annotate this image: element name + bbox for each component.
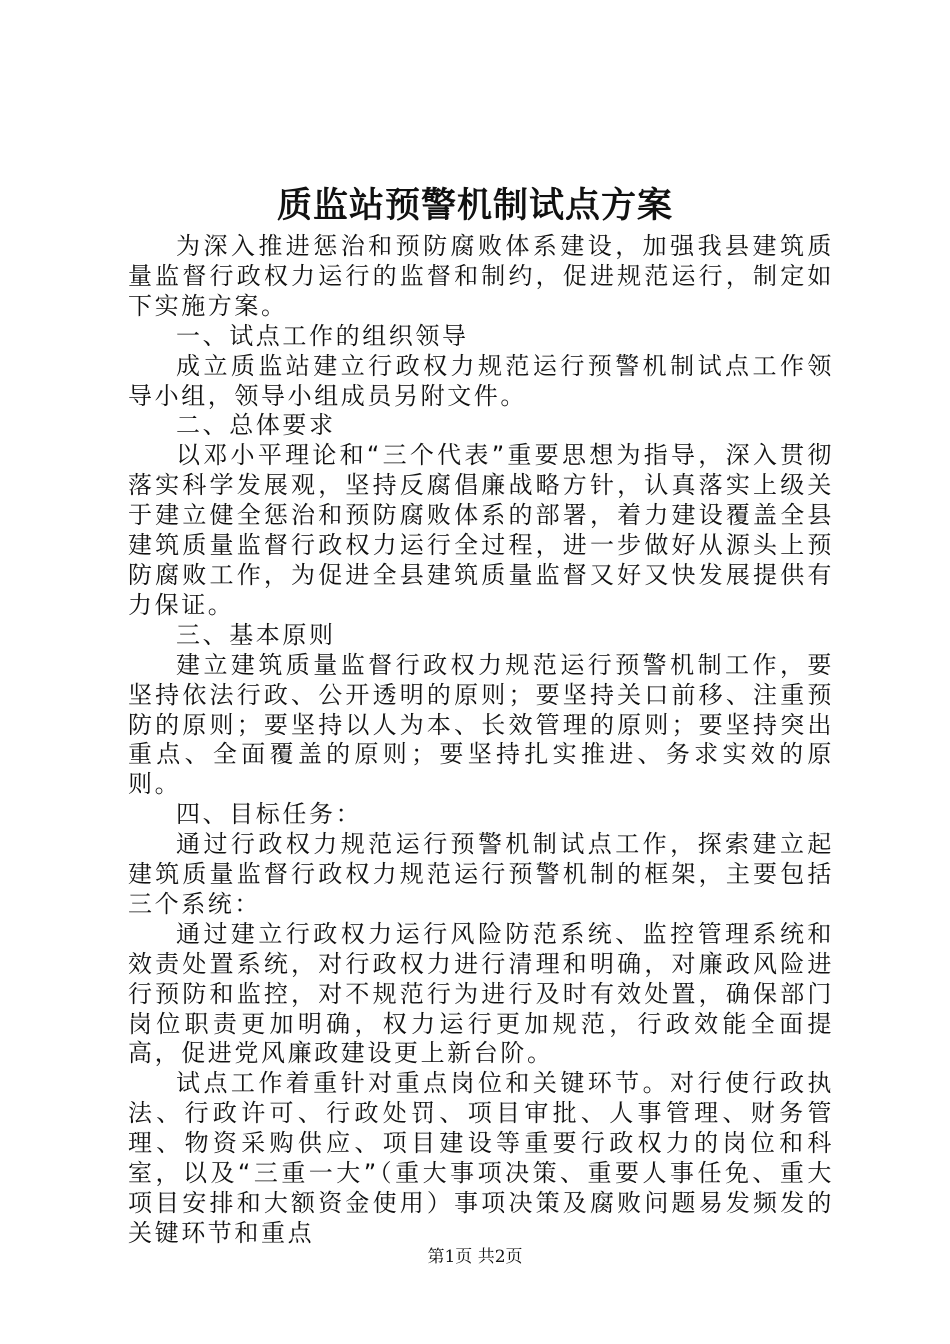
heading-section-3: 三、基本原则 bbox=[176, 620, 336, 649]
heading-section-4: 四、目标任务： bbox=[176, 800, 363, 829]
heading-section-1: 一、试点工作的组织领导 bbox=[176, 321, 469, 350]
heading-section-2: 二、总体要求 bbox=[176, 411, 336, 440]
paragraph-section-4b: 通过建立行政权力运行风险防范系统、监控管理系统和效责处置系统，对行政权力进行清理和明确，对廉政风险进行预防和监控，对不规范行为进行及时有效处置，确保部门岗位职责更加明确，权力运行更加规范，行政效能全面提高，促进党风廉政建设更上新台阶。 bbox=[128, 919, 834, 1068]
paragraph-section-4a: 通过行政权力规范运行预警机制试点工作，探索建立起建筑质量监督行政权力规范运行预警机制的框架，主要包括三个系统： bbox=[128, 830, 834, 918]
paragraph-section-1: 成立质监站建立行政权力规范运行预警机制试点工作领导小组，领导小组成员另附文件。 bbox=[128, 351, 834, 410]
page-footer: 第1页 共2页 bbox=[427, 1247, 523, 1267]
paragraph-section-4c: 试点工作着重针对重点岗位和关键环节。对行使行政执法、行政许可、行政处罚、项目审批、人事管理、财务管理、物资采购供应、项目建设等重要行政权力的岗位和科室，以及“三重一大”（重大事项决策、重要人事任免、重大项目安排和大额资金使用）事项决策及腐败问题易发频发的关键环节和重点 bbox=[128, 1069, 834, 1247]
paragraph-section-2: 以邓小平理论和“三个代表”重要思想为指导，深入贯彻落实科学发展观，坚持反腐倡廉战略方针，认真落实上级关于建立健全惩治和预防腐败体系的部署，着力建设覆盖全县建筑质量监督行政权力运行全过程，进一步做好从源头上预防腐败工作，为促进全县建筑质量监督又好又快发展提供有力保证。 bbox=[128, 441, 834, 619]
document-title: 质监站预警机制试点方案 bbox=[276, 185, 673, 226]
paragraph-intro: 为深入推进惩治和预防腐败体系建设，加强我县建筑质量监督行政权力运行的监督和制约，促进规范运行，制定如下实施方案。 bbox=[128, 232, 834, 320]
paragraph-section-3: 建立建筑质量监督行政权力规范运行预警机制工作，要坚持依法行政、公开透明的原则；要坚持关口前移、注重预防的原则；要坚持以人为本、长效管理的原则；要坚持突出重点、全面覆盖的原则；要坚持扎实推进、务求实效的原则。 bbox=[128, 650, 834, 799]
document-body bbox=[128, 232, 834, 1249]
